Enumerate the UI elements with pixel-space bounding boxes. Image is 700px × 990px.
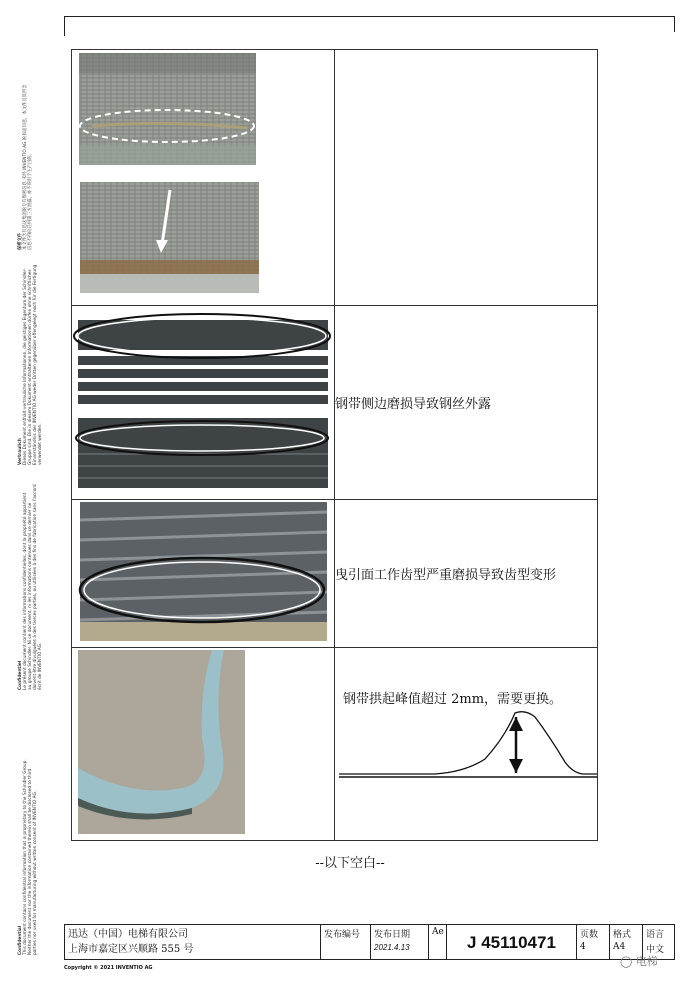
sidebar-fr-text: doivent être divulguées à des tierces parties, ou utilisées à des fins de fabrication sans l'accord	[33, 484, 38, 690]
company-address: 上海市嘉定区兴顺路 555 号	[68, 944, 194, 955]
bulge-diagram	[335, 707, 597, 807]
confidentiality-sidebar	[4, 0, 64, 990]
table-row	[72, 50, 598, 306]
sidebar-cn-title: 保密文件	[18, 232, 23, 250]
doc-no-label: 发布编号	[324, 930, 361, 940]
sidebar-fr-block	[18, 484, 43, 690]
header-rule-tick	[674, 16, 675, 32]
footer-page-cell	[576, 925, 609, 959]
footer-title-block	[64, 924, 675, 960]
date-value: 2021.4.13	[374, 943, 410, 952]
page-value: 4	[580, 942, 586, 952]
table-row	[72, 500, 598, 648]
lang-value: 中文	[646, 945, 665, 955]
footer-doc-no-cell	[320, 925, 370, 959]
copyright-notice: Copyright © 2021 INVENTIO AG	[64, 965, 153, 971]
sidebar-cn-text: 信息不得向任何第三方泄露，亦不得用于生产目的。	[28, 151, 33, 250]
sidebar-en-text: Neither the document nor the information contained therein shall be disclosed to third	[28, 768, 33, 955]
page-label: 页数	[580, 930, 599, 940]
header-rule	[64, 16, 675, 17]
date-label: 发布日期	[374, 930, 411, 940]
footer-company-cell	[65, 925, 320, 959]
image-cell	[72, 648, 335, 841]
sidebar-de-text: Einverständnis der INVENTIO AG weder Dritten gegenüber offengelegt noch für die Fertigung	[33, 264, 38, 465]
sidebar-de-title: Vertraulich	[18, 438, 23, 465]
table-row	[72, 648, 598, 841]
watermark-text: 电梯	[635, 955, 658, 968]
image-cell	[72, 500, 335, 648]
doc-number: J 45110471	[446, 925, 576, 959]
sidebar-en-title: Confidential	[18, 925, 23, 955]
sidebar-cn-text: 本文件含有迅达集团的专有保密信息 未经 INVENTIO AG 的书面同意，本文件及其所含	[23, 84, 28, 250]
inspection-table	[71, 49, 598, 841]
description-cell: 曳引面工作齿型严重磨损导致齿型变形	[335, 500, 598, 648]
belt-wear-photos	[72, 50, 334, 301]
sidebar-de-block	[18, 265, 43, 465]
footer-rev-cell	[428, 925, 446, 959]
format-value: A4	[613, 942, 626, 952]
belt-edge-rust-photo	[80, 182, 259, 293]
chat-bubble-icon: ◯	[620, 955, 633, 968]
sidebar-de-text: Gruppe sind. Die in diesem Dokument enthaltenen Informationen dürfen ohne schriftliches	[28, 269, 33, 465]
header-rule-left	[64, 16, 65, 36]
sidebar-de-text: Dieses Dokument enthält vertrauliche Informationen, die geistiges Eigentum der Schindler-	[23, 268, 28, 465]
sidebar-fr-text: au groupe Schindler. Ni ce document, ni les informations contenues dans ce dernier ne	[28, 502, 33, 690]
image-cell	[72, 50, 335, 306]
company-name: 迅达（中国）电梯有限公司	[68, 929, 188, 940]
watermark	[620, 953, 658, 969]
description-cell	[335, 50, 598, 306]
belt-bulge-photo	[72, 648, 334, 836]
description-cell: 钢带侧边磨损导致钢丝外露	[335, 306, 598, 500]
sidebar-en-text: This document contains confidential information that is proprietary to the Schindler Group.	[23, 759, 28, 955]
sidebar-fr-title: Confidentiel	[18, 660, 23, 690]
format-label: 格式	[613, 930, 632, 940]
lang-label: 语言	[646, 930, 665, 940]
sidebar-fr-text: Le présent document contient des informations confidentielles, dont la propriété appartient	[23, 492, 28, 690]
rev-label: Ae	[432, 927, 444, 937]
sidebar-cn-block	[18, 85, 33, 250]
description-cell	[335, 648, 598, 841]
footer-date-cell	[370, 925, 428, 959]
sidebar-de-text: verwendet werden.	[38, 423, 43, 465]
sidebar-en-text: parties nor used for manufacturing without written consent of INVENTIO AG.	[33, 790, 38, 955]
blank-below-note: --以下空白--	[315, 856, 385, 871]
sidebar-fr-text: écrit de INVENTIO AG.	[38, 642, 43, 690]
image-cell	[72, 306, 335, 500]
description-text: 钢带拱起峰值超过 2mm，需要更换。	[343, 692, 563, 707]
table-row	[72, 306, 598, 500]
belt-side-wear-photo	[72, 306, 334, 495]
belt-surface-photo	[79, 53, 256, 165]
tooth-wear-photo	[72, 500, 334, 643]
